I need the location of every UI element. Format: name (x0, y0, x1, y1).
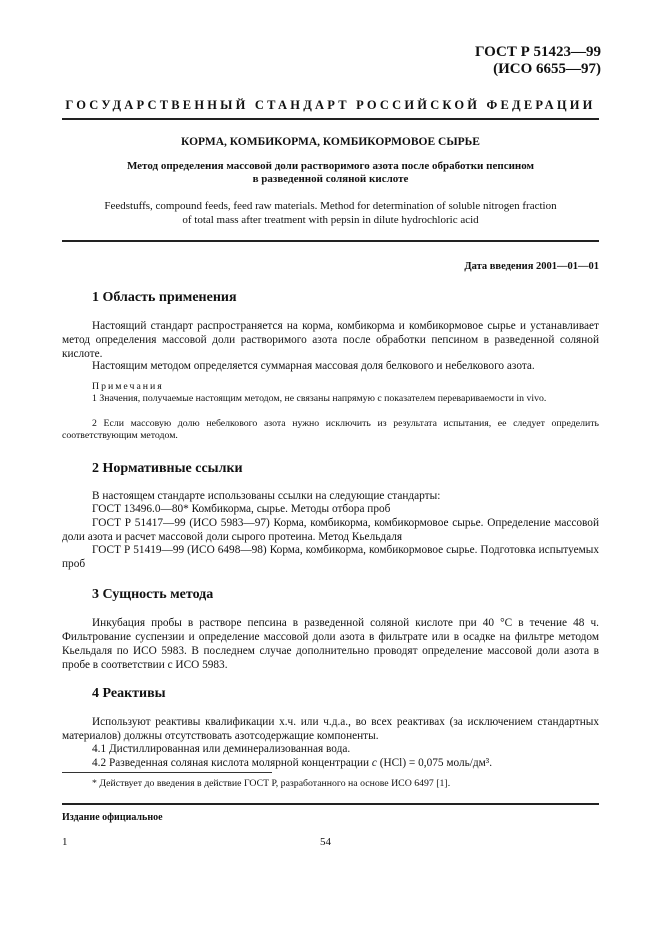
notes-heading: Примечания (92, 381, 164, 392)
reagent-item-2-suffix: (HCl) = 0,075 моль/дм³. (379, 757, 493, 769)
reagent-item-2 (62, 756, 599, 770)
subtitle-line-1: Метод определения массовой доли растворимого азота после обработки пепсином (126, 160, 535, 172)
header-divider (62, 118, 599, 120)
english-title (62, 199, 599, 227)
section-4-paragraph: Используют реактивы квалификации х.ч. или ч.д.а., во всех реактивах (за исключением стандартных материалов) должны отсутствовать азотсодержащие компоненты. (62, 716, 599, 742)
section-1-paragraph-1: Настоящий стандарт распространяется на корма, комбикорма и комбикормовое сырье и устанавливает метод определения массовой доли растворимого азота после обработки пепсином в разведенной соляной кислоте. (62, 320, 599, 360)
document-code-block (475, 44, 601, 78)
section-3-paragraph: Инкубация пробы в растворе пепсина в разведенной соляной кислоте при 40 °С в течение 48 ч. Фильтрование суспензии и определение массовой доли азота в фильтрате или в осадке на фильтре методом Кьельдаля по ИСО 5983. В последнем случае дополнительно проводят определение массовой доли азота в пробе в соответствии с ИСО 5983. (62, 617, 599, 671)
section-1-paragraph-2: Настоящим методом определяется суммарная массовая доля белкового и небелкового азота. (92, 360, 535, 372)
introduction-date: Дата введения 2001—01—01 (464, 261, 599, 272)
reference-1: ГОСТ 13496.0—80* Комбикорма, сырье. Методы отбора проб (92, 503, 391, 515)
english-title-line-1: Feedstuffs, compound feeds, feed raw materials. Method for determination of soluble nitrogen fraction (104, 200, 557, 212)
footer-divider (62, 803, 599, 805)
section-2-intro: В настоящем стандарте использованы ссылки на следующие стандарты: (92, 490, 441, 502)
reference-3: ГОСТ Р 51419—99 (ИСО 6498—98) Корма, комбикорма, комбикормовое сырье. Подготовка испытуемых проб (62, 544, 599, 570)
document-title: КОРМА, КОМБИКОРМА, КОМБИКОРМОВОЕ СЫРЬЕ (181, 136, 480, 148)
section-3-heading: 3 Сущность метода (92, 587, 214, 602)
title-divider (62, 240, 599, 242)
page-number-center: 54 (320, 836, 331, 848)
reagent-item-2-prefix: 4.2 Разведенная соляная кислота молярной концентрации (92, 757, 370, 769)
note-2: 2 Если массовую долю небелкового азота нужно исключить из результата испытания, ее следует определить соответствующим методом. (62, 418, 599, 441)
page-number-left: 1 (62, 836, 68, 848)
section-1-heading: 1 Область применения (92, 290, 237, 305)
section-2-heading: 2 Нормативные ссылки (92, 461, 243, 476)
reference-2: ГОСТ Р 51417—99 (ИСО 5983—97) Корма, комбикорма, комбикормовое сырье. Определение массовой доли азота и расчет массовой доли сырого протеина. Метод Кьельдаля (62, 517, 599, 543)
document-subtitle (62, 160, 599, 186)
subtitle-line-2: в разведенной соляной кислоте (252, 173, 409, 185)
edition-label: Издание официальное (62, 812, 163, 823)
concentration-symbol: c (371, 757, 377, 769)
section-4-heading: 4 Реактивы (92, 686, 166, 701)
note-1: 1 Значения, получаемые настоящим методом, не связаны напрямую с показателем перевариваемости in vivo. (92, 393, 547, 404)
gost-number: ГОСТ Р 51423—99 (474, 44, 601, 60)
english-title-line-2: of total mass after treatment with pepsin in dilute hydrochloric acid (182, 214, 479, 226)
reagent-item-1: 4.1 Дистиллированная или деминерализованная вода. (92, 743, 351, 755)
iso-number: (ИСО 6655—97) (493, 61, 601, 77)
footnote: * Действует до введения в действие ГОСТ Р, разработанного на основе ИСО 6497 [1]. (92, 778, 451, 789)
footnote-divider (62, 772, 272, 773)
state-standard-title: ГОСУДАРСТВЕННЫЙ СТАНДАРТ РОССИЙСКОЙ ФЕДЕРАЦИИ (65, 98, 596, 112)
